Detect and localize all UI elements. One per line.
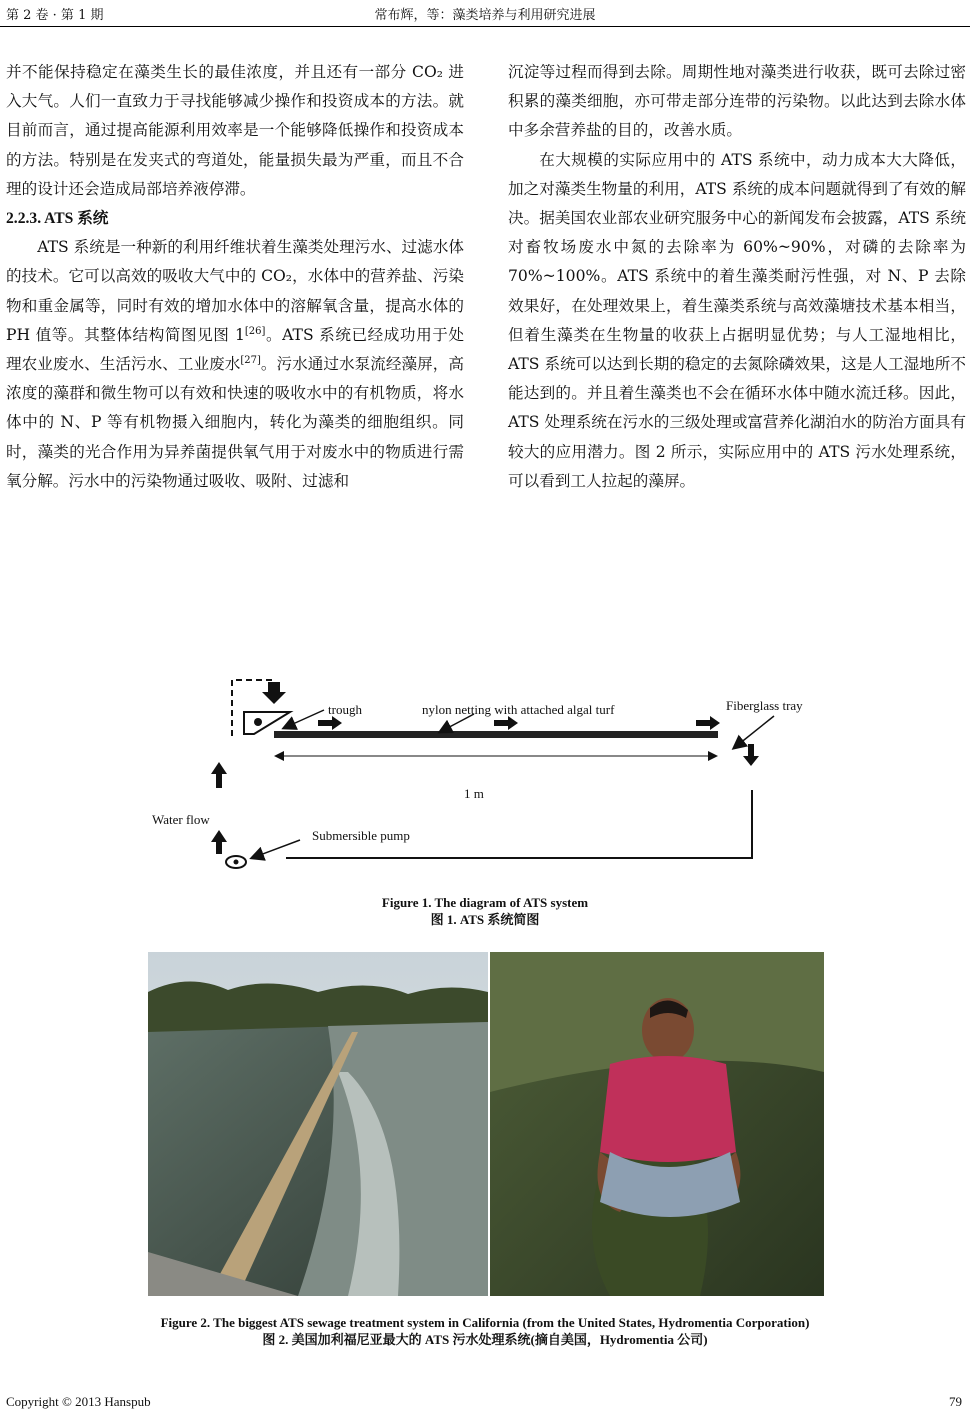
paragraph: 并不能保持稳定在藻类生长的最佳浓度，并且还有一部分 CO₂ 进入大气。人们一直致力于寻找能够减少操作和投资成本的方法。就目前而言，通过提高能源利用效率是一个能够降低操作和投资成本的方法。特别是在发夹式的弯道处，能量损失最为严重，而且不合理的设计还会造成局部培养液停滞。 [6, 63, 464, 198]
trough-label: trough [328, 702, 362, 717]
down-arrow-icon [262, 682, 286, 704]
citation-26[interactable]: [26] [244, 325, 266, 337]
running-header [0, 0, 970, 27]
algal-turf-netting [274, 731, 718, 738]
tray-label: Fiberglass tray [726, 698, 803, 713]
figure-1-caption [0, 894, 970, 928]
water-flow-label: Water flow [152, 812, 210, 827]
figure-2-caption [0, 1314, 970, 1348]
page-number: 79 [949, 1394, 962, 1409]
caption-zh: 图 2. 美国加利福尼亚最大的 ATS 污水处理系统(摘自美国，Hydromentia 公司) [262, 1332, 708, 1347]
dimension-label: 1 m [464, 786, 484, 801]
caption-zh: 图 1. ATS 系统简图 [430, 912, 540, 927]
paragraph-text: 。污水通过水泵流经藻屏，高浓度的藻群和微生物可以有效和快速的吸收水中的有机物质，将水体中的 N、P 等有机物摄入细胞内，转化为藻类的细胞组织。同时，藻类的光合作用为异养菌提供氧气用于对废水中的物质进行需氧分解。污水中的污染物通过吸收、吸附、过滤和 [6, 355, 464, 490]
paragraph: 在大规模的实际应用中的 ATS 系统中，动力成本大大降低，加之对藻类生物量的利用，ATS 系统的成本问题就得到了有效的解决。据美国农业部农业研究服务中心的新闻发布会披露，ATS 系统对畜牧场废水中氮的去除率为 60%~90%，对磷的去除率为 70%~100%。ATS 系统中的着生藻类耐污性强，对 N、P 去除效果好，在处理效果上，着生藻类系统与高效藻塘技术基本相当，但着生藻类在生物量的收获上占据明显优势；与人工湿地相比，ATS 系统可以达到长期的稳定的去氮除磷效果，这是人工湿地所不能达到的。并且着生藻类也不会在循环水体中随水流迁移。因此，ATS 处理系统在污水的三级处理或富营养化湖泊水的防治方面具有较大的应用潜力。图 2 所示，实际应用中的 ATS 污水处理系统，可以看到工人拉起的藻屏。 [508, 150, 966, 490]
caption-en: Figure 1. The diagram of ATS system [381, 895, 589, 910]
pump-label: Submersible pump [312, 828, 410, 843]
running-title: 常布辉，等：藻类培养与利用研究进展 [374, 8, 596, 23]
return-pipe [286, 790, 752, 858]
left-column [6, 58, 464, 496]
journal-volume: 第 2 卷 · 第 1 期 [6, 8, 104, 23]
right-column [508, 58, 966, 496]
netting-label: nylon netting with attached algal turf [422, 702, 615, 717]
flow-arrow-icon [494, 716, 518, 730]
up-arrow-icon [211, 830, 227, 854]
paragraph-text: 。ATS 系统已经成功用于处理农业废水、生活污水、工业废水 [6, 325, 464, 374]
caption-en: Figure 2. The biggest ATS sewage treatment system in California (from the United States, Hydromentia Corporation) [160, 1315, 810, 1330]
worker-lifting-algal-turf-photo [490, 952, 824, 1296]
tray-pointer [734, 716, 774, 748]
ats-facility-photo [148, 952, 488, 1296]
paragraph [6, 233, 464, 496]
pump-pointer [252, 840, 300, 858]
section-heading: 2.2.3. ATS 系统 [6, 210, 109, 228]
flow-arrow-icon [696, 716, 720, 730]
flow-arrow-icon [318, 716, 342, 730]
trough-shape [244, 712, 290, 734]
trough-dot [254, 718, 262, 726]
ats-system-diagram [150, 676, 830, 890]
down-arrow-icon [743, 744, 759, 766]
paragraph: 沉淀等过程而得到去除。周期性地对藻类进行收获，既可去除过密积累的藻类细胞，亦可带走部分连带的污染物。以此达到去除水体中多余营养盐的目的，改善水质。 [508, 63, 966, 140]
copyright-notice: Copyright © 2013 Hanspub [6, 1394, 151, 1409]
up-arrow-icon [211, 762, 227, 788]
paragraph-text: ATS 系统是一种新的利用纤维状着生藻类处理污水、过滤水体的技术。它可以高效的吸收大气中的 CO₂，水体中的营养盐、污染物和重金属等，同时有效的增加水体中的溶解氧含量，提高水体的 PH 值等。其整体结构简图见图 1 [6, 238, 464, 344]
citation-27[interactable]: [27] [240, 354, 261, 366]
